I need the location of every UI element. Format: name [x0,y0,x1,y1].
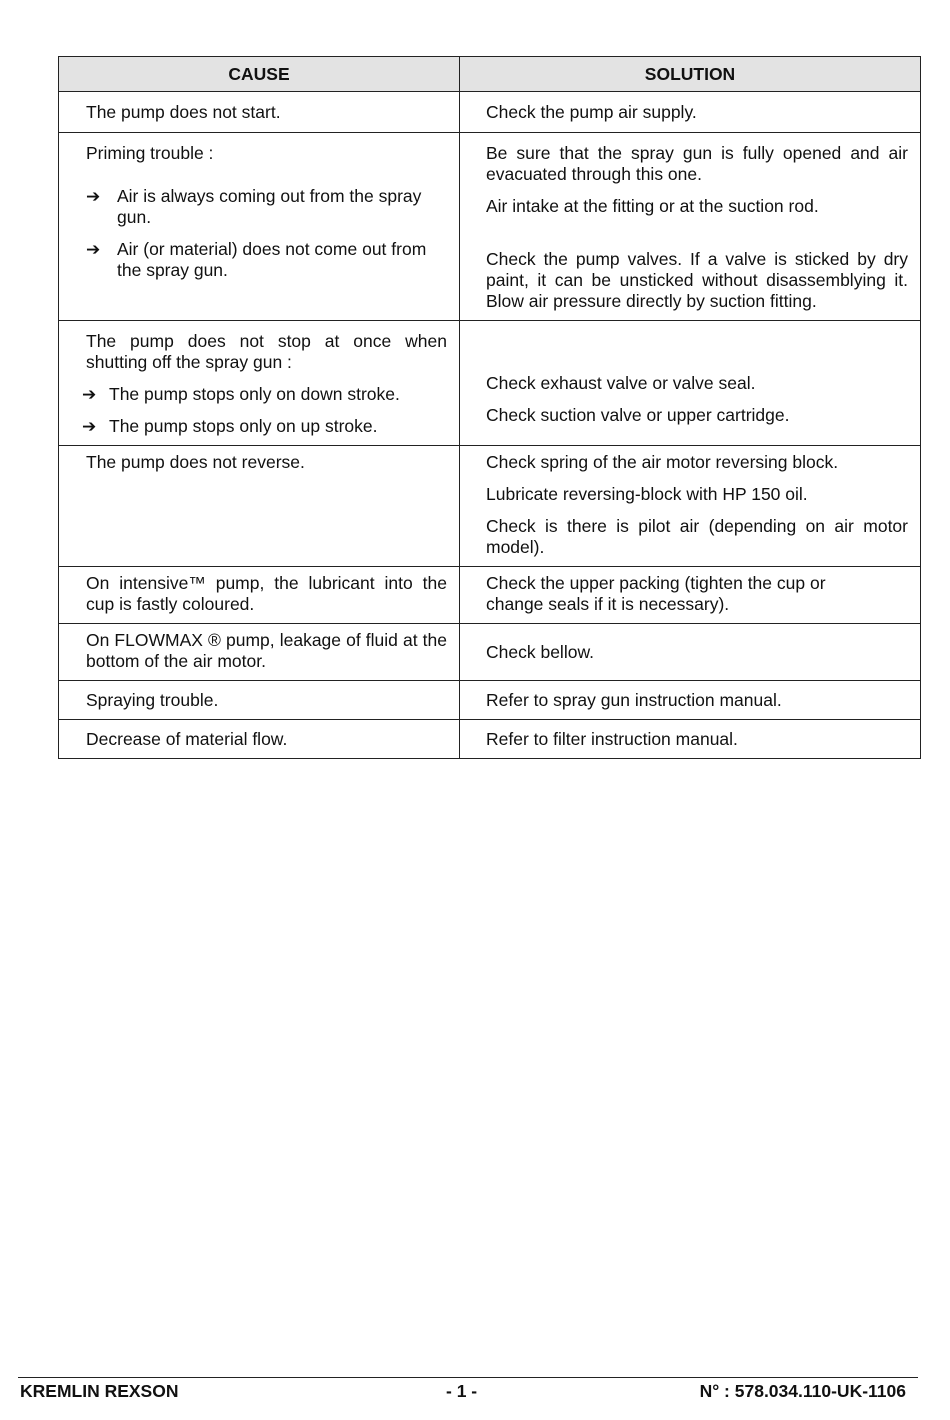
cause-cell [59,681,460,720]
solution-cell [460,681,921,720]
cause-text: Priming trouble : [86,143,214,163]
solution-text: Check exhaust valve or valve seal. [486,373,756,393]
arrow-right-icon: ➔ [86,240,101,259]
cause-cell [59,92,460,133]
table-row [59,624,921,681]
solution-text: Check the pump valves. If a valve is sticked by dry paint, it can be unsticked without disassemblying it. Blow air pressure directly by suction fitting. [486,249,908,311]
bullet-item [82,384,447,405]
bullet-item [82,416,447,437]
table-row [59,681,921,720]
footer-divider [18,1377,918,1378]
table-row [59,446,921,567]
table-row [59,321,921,446]
cause-text: The pump does not reverse. [86,452,305,472]
cause-cell [59,321,460,446]
solution-cell [460,446,921,567]
cause-text: On FLOWMAX ® pump, leakage of fluid at the bottom of the air motor. [86,630,447,671]
table-row [59,133,921,321]
cause-text: Spraying trouble. [86,689,219,710]
bullet-text: The pump stops only on up stroke. [109,416,378,436]
bullet-item [86,186,447,228]
cause-cell [59,133,460,321]
solution-cell [460,92,921,133]
solution-text: Lubricate reversing-block with HP 150 oil. [486,484,808,504]
solution-text: Check the upper packing (tighten the cup or change seals if it is necessary). [486,573,826,614]
table-row [59,720,921,759]
cause-text: On intensive™ pump, the lubricant into the cup is fastly coloured. [86,573,447,614]
solution-cell [460,133,921,321]
solution-text: Check is there is pilot air (depending on air motor model). [486,516,908,557]
solution-text: Check spring of the air motor reversing block. [486,452,839,472]
header-cause: CAUSE [59,57,460,92]
footer-page-number: - 1 - [446,1381,478,1401]
solution-text: Check bellow. [486,641,594,662]
solution-cell [460,567,921,624]
cause-cell [59,446,460,567]
solution-text: Be sure that the spray gun is fully opened and air evacuated through this one. [486,143,908,184]
arrow-right-icon: ➔ [82,385,97,404]
footer-company: KREMLIN REXSON [20,1381,179,1401]
solution-text: Check suction valve or upper cartridge. [486,405,790,425]
table-header-row [59,57,921,92]
troubleshooting-table [58,56,921,759]
solution-text: Check the pump air supply. [486,102,697,122]
table-row [59,92,921,133]
header-solution: SOLUTION [460,57,921,92]
solution-cell [460,624,921,681]
footer-document-number: N° : 578.034.110-UK-1106 [699,1381,906,1401]
cause-cell [59,567,460,624]
arrow-right-icon: ➔ [82,417,97,436]
bullet-text: The pump stops only on down stroke. [109,384,400,404]
cause-text: The pump does not stop at once when shutting off the spray gun : [86,331,447,372]
bullet-text: Air is always coming out from the spray gun. [117,186,422,227]
solution-text: Refer to spray gun instruction manual. [486,689,782,710]
bullet-item [86,239,447,281]
cause-text: Decrease of material flow. [86,728,288,749]
arrow-right-icon: ➔ [86,187,101,206]
table-row [59,567,921,624]
solution-cell [460,321,921,446]
solution-cell [460,720,921,759]
solution-text: Air intake at the fitting or at the suction rod. [486,196,819,216]
bullet-text: Air (or material) does not come out from the spray gun. [117,239,427,280]
cause-cell [59,720,460,759]
solution-text: Refer to filter instruction manual. [486,728,738,749]
cause-cell [59,624,460,681]
cause-text: The pump does not start. [86,102,281,122]
